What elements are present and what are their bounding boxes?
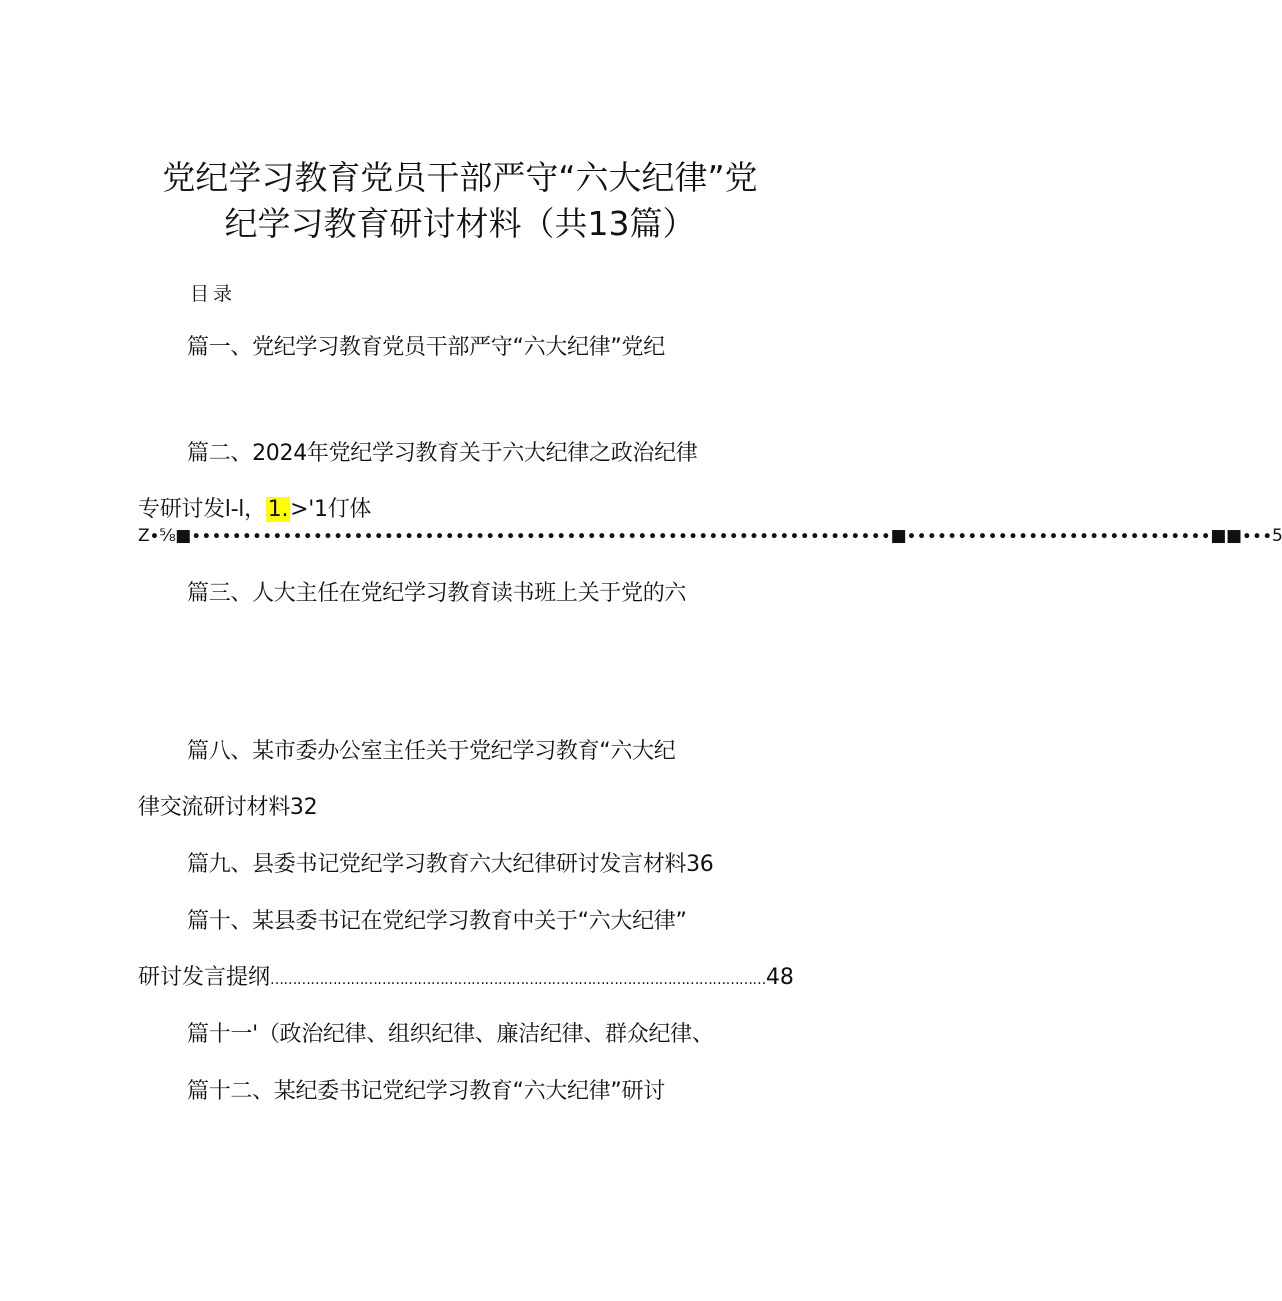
toc-entry-2-leader-dots: Z∙⅝■∙∙∙∙∙∙∙∙∙∙∙∙∙∙∙∙∙∙∙∙∙∙∙∙∙∙∙∙∙∙∙∙∙∙∙∙∙∙∙∙∙∙∙∙∙∙∙∙∙∙∙∙∙∙∙∙∙∙∙∙∙∙∙∙∙∙∙∙∙■∙∙∙∙∙∙∙∙∙∙∙∙∙∙∙∙∙∙∙∙∙∙∙∙∙∙∙∙∙∙■■∙∙∙5 <box>138 526 1282 546</box>
document-title-line-2: 纪学习教育研讨材料（共13篇） <box>224 204 696 243</box>
toc-entry-10-page-number: 48 <box>765 965 794 990</box>
toc-entry-9: 篇九、县委书记党纪学习教育六大纪律研讨发言材料36 <box>187 852 714 877</box>
document-title-line-1: 党纪学习教育党员干部严守“六大纪律”党 <box>162 158 758 197</box>
toc-entry-2-cont-text-2: >'1仃体 <box>290 497 372 522</box>
toc-entry-10-cont-text: 研讨发言提纲 <box>138 965 271 990</box>
toc-entry-2-continuation <box>138 492 371 523</box>
toc-entry-3: 篇三、人大主任在党纪学习教育读书班上关于党的六 <box>187 581 687 606</box>
toc-entry-12: 篇十二、某纪委书记党纪学习教育“六大纪律”研讨 <box>187 1079 665 1104</box>
toc-entry-8: 篇八、某市委办公室主任关于党纪学习教育“六大纪 <box>187 739 676 764</box>
toc-entry-10-leader-dots: ………………………………………………………………………………………………… <box>270 972 766 988</box>
toc-entry-8-continuation: 律交流研讨材料32 <box>138 795 318 820</box>
toc-entry-2: 篇二、2024年党纪学习教育关于六大纪律之政治纪律 <box>187 441 698 466</box>
toc-entry-2-cont-text: 专研讨发l-l， <box>138 497 266 522</box>
toc-entry-1: 篇一、党纪学习教育党员干部严守“六大纪律”党纪 <box>187 335 665 360</box>
toc-entry-10: 篇十、某县委书记在党纪学习教育中关于“六大纪律” <box>187 909 687 934</box>
toc-entry-11: 篇十一'（政治纪律、组织纪律、廉洁纪律、群众纪律、 <box>187 1022 714 1047</box>
toc-entry-10-continuation <box>138 960 794 991</box>
highlighted-text: 1. <box>267 497 289 522</box>
toc-heading: 目录 <box>190 283 237 305</box>
